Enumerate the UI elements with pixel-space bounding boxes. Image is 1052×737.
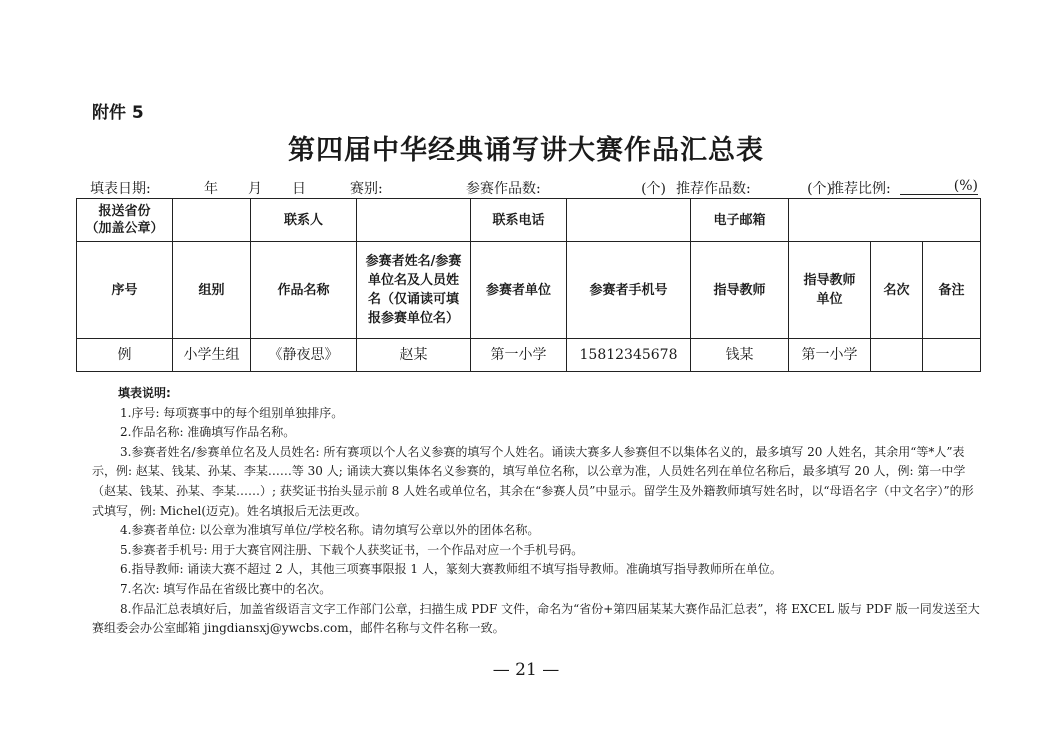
header-row [77,242,981,339]
cell-rank[interactable] [871,339,923,372]
cell-teacher-unit[interactable]: 第一小学 [789,339,871,372]
col-header-teacher-unit: 指导教师 单位 [789,242,871,339]
cell-work[interactable]: 《静夜思》 [251,339,357,372]
instruction-8: 8.作品汇总表填好后，加盖省级语言文字工作部门公章，扫描生成 PDF 文件，命名为“省份+第四届某某大赛作品汇总表”，将 EXCEL 版与 PDF 版一同发送至大赛组委会办公室邮箱 jingdiansxj@ywcbs.com，邮件名称与文件名称一致。 [92,601,980,636]
cell-remark[interactable] [923,339,981,372]
col-header-rank: 名次 [871,242,923,339]
col-header-remark: 备注 [923,242,981,339]
province-value-cell[interactable] [173,199,251,242]
col-header-teacher: 指导教师 [691,242,789,339]
instructions-heading: 填表说明: [118,386,171,400]
year-label: 年 [204,181,218,197]
col-header-unit: 参赛者单位 [471,242,567,339]
day-label: 日 [292,181,306,197]
cell-group[interactable]: 小学生组 [173,339,251,372]
contact-value-cell[interactable] [357,199,471,242]
cell-participant[interactable]: 赵某 [357,339,471,372]
month-label: 月 [248,181,262,197]
col-header-group: 组别 [173,242,251,339]
instruction-2: 2.作品名称: 准确填写作品名称。 [120,425,296,440]
table-row [77,339,981,372]
instructions [92,384,982,639]
instruction-1: 1.序号: 每项赛事中的每个组别单独排序。 [120,405,344,420]
col-header-seq: 序号 [77,242,173,339]
category-label: 赛别: [350,181,383,197]
col-header-work: 作品名称 [251,242,357,339]
entries-label: 参赛作品数: [466,181,541,197]
cell-unit[interactable]: 第一小学 [471,339,567,372]
col-header-mobile: 参赛者手机号 [567,242,691,339]
instruction-4: 4.参赛者单位: 以公章为准填写单位/学校名称。请勿填写公章以外的团体名称。 [120,523,540,538]
summary-table [76,198,981,372]
instruction-3: 3.参赛者姓名/参赛单位名及人员姓名: 所有赛项以个人名义参赛的填写个人姓名。诵读大赛多人参赛但不以集体名义的，最多填写 20 人姓名，其余用“等*人”表示，例: 赵某、钱某、孙某、李某……等 30 人; 诵读大赛以集体名义参赛的，填写单位名称，以公章为准，人员姓名列在单位名称后，最多填写 20 人，例: 第一中学（赵某、钱某、孙某、李某……）; 获奖证书抬头显示前 8 人姓名或单位名，其余在“参赛人员”中显示。留学生及外籍教师填写姓名时，以“母语名字（中文名字）”的形式填写，例: Michel(迈克)。姓名填报后无法更改。 [92,444,974,518]
instruction-6: 6.指导教师: 诵读大赛不超过 2 人，其他三项赛事限报 1 人，篆刻大赛教师组不填写指导教师。准确填写指导教师所在单位。 [120,562,782,577]
cell-teacher[interactable]: 钱某 [691,339,789,372]
page-number: — 21 — [492,660,560,680]
province-row [77,199,981,242]
instruction-5: 5.参赛者手机号: 用于大赛官网注册、下载个人获奖证书，一个作品对应一个手机号码。 [120,542,584,557]
province-label: 报送省份 （加盖公章） [77,199,173,242]
recommended-label: 推荐作品数: [676,181,751,197]
contact-label: 联系人 [251,199,357,242]
phone-label: 联系电话 [471,199,567,242]
instruction-7: 7.名次: 填写作品在省级比赛中的名次。 [120,581,332,596]
form-meta-line [90,178,990,198]
cell-mobile[interactable]: 15812345678 [567,339,691,372]
attachment-label: 附件 5 [92,103,144,123]
cell-seq[interactable]: 例 [77,339,173,372]
entries-blank [556,178,666,199]
email-label: 电子邮箱 [691,199,789,242]
phone-value-cell[interactable] [567,199,691,242]
page-title: 第四届中华经典诵写讲大赛作品汇总表 [288,135,764,166]
recommended-blank [760,178,832,199]
email-value-cell[interactable] [789,199,981,242]
ratio-blank [900,178,978,195]
ratio-label: 推荐比例: [830,181,891,197]
ratio-unit: (%) [953,178,978,194]
col-header-participant: 参赛者姓名/参赛单位名及人员姓名（仅诵读可填报参赛单位名） [357,242,471,339]
date-label: 填表日期: [90,181,151,197]
recommended-unit: (个) [807,181,832,197]
entries-unit: (个) [641,181,666,197]
